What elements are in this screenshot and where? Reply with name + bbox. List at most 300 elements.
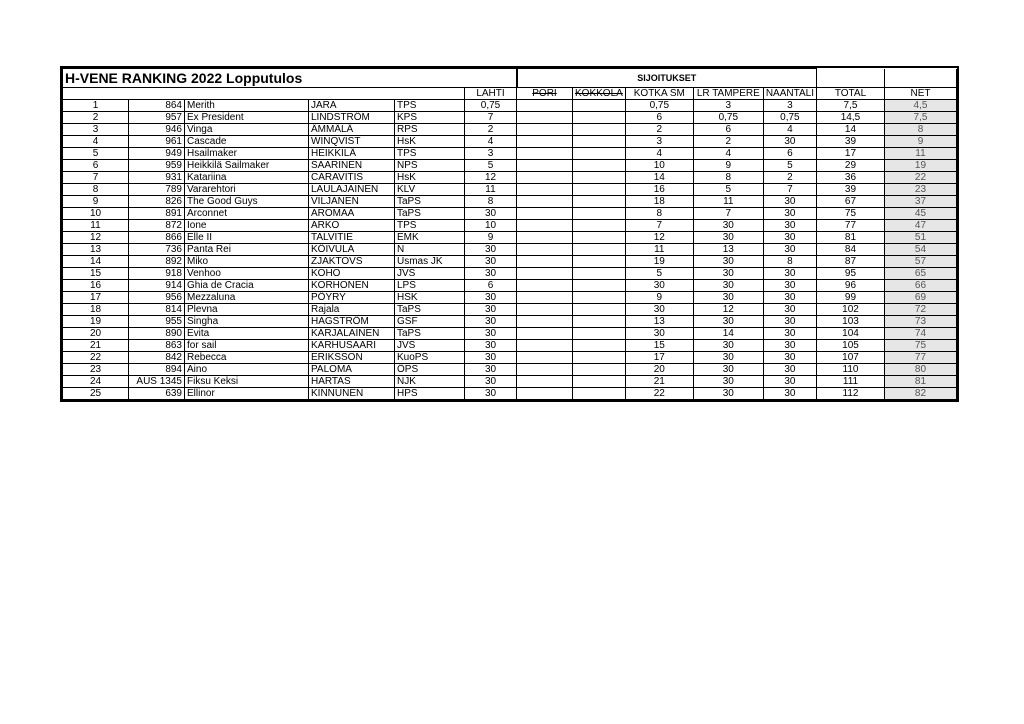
cell-net: 77 xyxy=(884,352,956,364)
cell-lahti: 8 xyxy=(465,196,517,208)
cell-net: 23 xyxy=(884,184,956,196)
cell-lahti: 30 xyxy=(465,340,517,352)
cell-pori xyxy=(517,184,573,196)
cell-kotka: 8 xyxy=(625,208,693,220)
cell-tampere: 30 xyxy=(693,364,763,376)
cell-kotka: 0,75 xyxy=(625,100,693,112)
cell-skipper: KOHO xyxy=(309,268,395,280)
cell-naantali: 0,75 xyxy=(763,112,816,124)
cell-pori xyxy=(517,136,573,148)
table-row xyxy=(63,172,957,184)
cell-tampere: 3 xyxy=(693,100,763,112)
cell-sail-number: 955 xyxy=(129,316,185,328)
cell-naantali: 6 xyxy=(763,148,816,160)
cell-sail-number: 789 xyxy=(129,184,185,196)
cell-naantali: 30 xyxy=(763,304,816,316)
cell-total: 67 xyxy=(816,196,884,208)
cell-naantali: 30 xyxy=(763,208,816,220)
cell-pori xyxy=(517,244,573,256)
cell-total: 14,5 xyxy=(816,112,884,124)
cell-skipper: PÖYRY xyxy=(309,292,395,304)
col-header-pori: PORI xyxy=(517,88,573,100)
cell-kokkola xyxy=(573,340,626,352)
cell-lahti: 30 xyxy=(465,268,517,280)
cell-total: 39 xyxy=(816,184,884,196)
cell-rank: 16 xyxy=(63,280,129,292)
cell-net: 54 xyxy=(884,244,956,256)
cell-pori xyxy=(517,364,573,376)
cell-sail-number: 863 xyxy=(129,340,185,352)
table-row xyxy=(63,124,957,136)
cell-lahti: 30 xyxy=(465,352,517,364)
cell-boat-name: Plevna xyxy=(185,304,309,316)
cell-pori xyxy=(517,340,573,352)
cell-net: 72 xyxy=(884,304,956,316)
cell-lahti: 30 xyxy=(465,328,517,340)
cell-kokkola xyxy=(573,172,626,184)
cell-skipper: ÄMMÄLÄ xyxy=(309,124,395,136)
table-row xyxy=(63,196,957,208)
cell-kotka: 30 xyxy=(625,280,693,292)
cell-club: TaPS xyxy=(395,196,465,208)
cell-kokkola xyxy=(573,220,626,232)
cell-kokkola xyxy=(573,328,626,340)
cell-lahti: 11 xyxy=(465,184,517,196)
cell-rank: 6 xyxy=(63,160,129,172)
cell-kokkola xyxy=(573,364,626,376)
table-row xyxy=(63,340,957,352)
cell-net: 66 xyxy=(884,280,956,292)
cell-club: TaPS xyxy=(395,328,465,340)
cell-tampere: 0,75 xyxy=(693,112,763,124)
table-row xyxy=(63,100,957,112)
cell-boat-name: Vararehtori xyxy=(185,184,309,196)
cell-boat-name: Katariina xyxy=(185,172,309,184)
cell-club: HsK xyxy=(395,136,465,148)
cell-skipper: ZJAKTOVS xyxy=(309,256,395,268)
cell-kokkola xyxy=(573,280,626,292)
cell-sail-number: 959 xyxy=(129,160,185,172)
cell-kotka: 19 xyxy=(625,256,693,268)
cell-net: 19 xyxy=(884,160,956,172)
cell-rank: 11 xyxy=(63,220,129,232)
cell-naantali: 30 xyxy=(763,292,816,304)
col-header-lahti: LAHTI xyxy=(465,88,517,100)
cell-naantali: 30 xyxy=(763,232,816,244)
cell-lahti: 30 xyxy=(465,376,517,388)
cell-skipper: LINDSTRÖM xyxy=(309,112,395,124)
cell-naantali: 30 xyxy=(763,340,816,352)
cell-boat-name: Ellinor xyxy=(185,388,309,400)
cell-rank: 14 xyxy=(63,256,129,268)
cell-kotka: 17 xyxy=(625,352,693,364)
cell-kokkola xyxy=(573,256,626,268)
cell-skipper: KORHONEN xyxy=(309,280,395,292)
cell-kokkola xyxy=(573,196,626,208)
cell-club: NPS xyxy=(395,160,465,172)
cell-skipper: HAGSTRÖM xyxy=(309,316,395,328)
cell-club: TPS xyxy=(395,100,465,112)
cell-lahti: 30 xyxy=(465,292,517,304)
cell-tampere: 30 xyxy=(693,232,763,244)
cell-total: 17 xyxy=(816,148,884,160)
cell-club: TPS xyxy=(395,148,465,160)
table-row xyxy=(63,388,957,400)
cell-club: GSF xyxy=(395,316,465,328)
cell-naantali: 30 xyxy=(763,268,816,280)
cell-boat-name: Arconnet xyxy=(185,208,309,220)
cell-club: JVS xyxy=(395,340,465,352)
cell-tampere: 11 xyxy=(693,196,763,208)
cell-lahti: 30 xyxy=(465,304,517,316)
table-row xyxy=(63,292,957,304)
cell-kokkola xyxy=(573,352,626,364)
cell-boat-name: Evita xyxy=(185,328,309,340)
table-row xyxy=(63,208,957,220)
cell-rank: 7 xyxy=(63,172,129,184)
cell-rank: 9 xyxy=(63,196,129,208)
total-header-spacer xyxy=(816,69,884,88)
cell-kotka: 21 xyxy=(625,376,693,388)
net-header-spacer xyxy=(884,69,956,88)
cell-net: 74 xyxy=(884,328,956,340)
table-row xyxy=(63,148,957,160)
table-row xyxy=(63,244,957,256)
cell-sail-number: 931 xyxy=(129,172,185,184)
cell-kotka: 20 xyxy=(625,364,693,376)
cell-net: 37 xyxy=(884,196,956,208)
cell-naantali: 8 xyxy=(763,256,816,268)
cell-sail-number: 639 xyxy=(129,388,185,400)
cell-total: 96 xyxy=(816,280,884,292)
cell-boat-name: Mezzaluna xyxy=(185,292,309,304)
cell-tampere: 30 xyxy=(693,292,763,304)
cell-boat-name: Singha xyxy=(185,316,309,328)
cell-sail-number: 890 xyxy=(129,328,185,340)
cell-kokkola xyxy=(573,244,626,256)
cell-kotka: 3 xyxy=(625,136,693,148)
cell-total: 99 xyxy=(816,292,884,304)
cell-net: 80 xyxy=(884,364,956,376)
cell-boat-name: Ex President xyxy=(185,112,309,124)
cell-sail-number: 891 xyxy=(129,208,185,220)
cell-lahti: 30 xyxy=(465,256,517,268)
cell-kotka: 22 xyxy=(625,388,693,400)
cell-net: 82 xyxy=(884,388,956,400)
cell-rank: 2 xyxy=(63,112,129,124)
cell-net: 57 xyxy=(884,256,956,268)
cell-sail-number: 864 xyxy=(129,100,185,112)
cell-naantali: 30 xyxy=(763,316,816,328)
cell-net: 9 xyxy=(884,136,956,148)
cell-rank: 24 xyxy=(63,376,129,388)
table-row xyxy=(63,232,957,244)
cell-boat-name: Cascade xyxy=(185,136,309,148)
table-row xyxy=(63,304,957,316)
cell-total: 104 xyxy=(816,328,884,340)
cell-rank: 15 xyxy=(63,268,129,280)
cell-pori xyxy=(517,316,573,328)
cell-pori xyxy=(517,328,573,340)
cell-boat-name: Aino xyxy=(185,364,309,376)
cell-pori xyxy=(517,112,573,124)
table-row xyxy=(63,160,957,172)
cell-club: JVS xyxy=(395,268,465,280)
cell-pori xyxy=(517,208,573,220)
cell-sail-number: 914 xyxy=(129,280,185,292)
cell-sail-number: 949 xyxy=(129,148,185,160)
header-spacer xyxy=(63,88,465,100)
cell-lahti: 7 xyxy=(465,112,517,124)
cell-total: 102 xyxy=(816,304,884,316)
cell-sail-number: 946 xyxy=(129,124,185,136)
title-row xyxy=(63,69,957,88)
cell-kotka: 6 xyxy=(625,112,693,124)
cell-kotka: 11 xyxy=(625,244,693,256)
cell-sail-number: 918 xyxy=(129,268,185,280)
cell-net: 75 xyxy=(884,340,956,352)
cell-skipper: CARAVITIS xyxy=(309,172,395,184)
cell-rank: 20 xyxy=(63,328,129,340)
cell-club: LPS xyxy=(395,280,465,292)
cell-skipper: TALVITIE xyxy=(309,232,395,244)
cell-skipper: JARA xyxy=(309,100,395,112)
cell-total: 36 xyxy=(816,172,884,184)
cell-total: 81 xyxy=(816,232,884,244)
cell-net: 47 xyxy=(884,220,956,232)
table-row xyxy=(63,316,957,328)
cell-lahti: 30 xyxy=(465,316,517,328)
cell-tampere: 5 xyxy=(693,184,763,196)
cell-pori xyxy=(517,376,573,388)
cell-sail-number: 957 xyxy=(129,112,185,124)
cell-skipper: KINNUNEN xyxy=(309,388,395,400)
cell-lahti: 4 xyxy=(465,136,517,148)
cell-boat-name: Vinga xyxy=(185,124,309,136)
cell-kotka: 9 xyxy=(625,292,693,304)
cell-kokkola xyxy=(573,316,626,328)
table-row xyxy=(63,136,957,148)
cell-naantali: 3 xyxy=(763,100,816,112)
cell-boat-name: Rebecca xyxy=(185,352,309,364)
cell-naantali: 30 xyxy=(763,244,816,256)
table-row xyxy=(63,328,957,340)
cell-skipper: PALOMA xyxy=(309,364,395,376)
cell-naantali: 4 xyxy=(763,124,816,136)
cell-sail-number: 866 xyxy=(129,232,185,244)
cell-skipper: KARJALAINEN xyxy=(309,328,395,340)
cell-boat-name: for sail xyxy=(185,340,309,352)
cell-sail-number: 814 xyxy=(129,304,185,316)
cell-skipper: VILJANEN xyxy=(309,196,395,208)
cell-kokkola xyxy=(573,268,626,280)
col-header-total: TOTAL xyxy=(816,88,884,100)
cell-total: 84 xyxy=(816,244,884,256)
cell-lahti: 2 xyxy=(465,124,517,136)
cell-lahti: 5 xyxy=(465,160,517,172)
cell-total: 112 xyxy=(816,388,884,400)
cell-club: KLV xyxy=(395,184,465,196)
cell-tampere: 13 xyxy=(693,244,763,256)
column-header-row xyxy=(63,88,957,100)
col-header-net: NET xyxy=(884,88,956,100)
cell-lahti: 3 xyxy=(465,148,517,160)
cell-boat-name: Hsailmaker xyxy=(185,148,309,160)
cell-lahti: 30 xyxy=(465,208,517,220)
cell-tampere: 4 xyxy=(693,148,763,160)
cell-club: Usmas JK xyxy=(395,256,465,268)
cell-naantali: 30 xyxy=(763,364,816,376)
table-row xyxy=(63,256,957,268)
cell-rank: 3 xyxy=(63,124,129,136)
cell-boat-name: Venhoo xyxy=(185,268,309,280)
cell-lahti: 0,75 xyxy=(465,100,517,112)
cell-kotka: 30 xyxy=(625,304,693,316)
cell-rank: 12 xyxy=(63,232,129,244)
cell-skipper: SAARINEN xyxy=(309,160,395,172)
cell-skipper: ARKO xyxy=(309,220,395,232)
cell-skipper: HEIKKILÄ xyxy=(309,148,395,160)
cell-tampere: 30 xyxy=(693,376,763,388)
cell-pori xyxy=(517,268,573,280)
cell-tampere: 2 xyxy=(693,136,763,148)
ranking-sheet xyxy=(60,66,959,402)
cell-skipper: KÖIVULA xyxy=(309,244,395,256)
cell-boat-name: Ghia de Cracia xyxy=(185,280,309,292)
cell-kotka: 7 xyxy=(625,220,693,232)
cell-kokkola xyxy=(573,100,626,112)
cell-lahti: 30 xyxy=(465,388,517,400)
cell-kotka: 12 xyxy=(625,232,693,244)
cell-kokkola xyxy=(573,232,626,244)
cell-naantali: 7 xyxy=(763,184,816,196)
cell-net: 4,5 xyxy=(884,100,956,112)
cell-naantali: 30 xyxy=(763,388,816,400)
cell-total: 105 xyxy=(816,340,884,352)
cell-pori xyxy=(517,172,573,184)
cell-boat-name: The Good Guys xyxy=(185,196,309,208)
cell-boat-name: Ione xyxy=(185,220,309,232)
cell-tampere: 30 xyxy=(693,268,763,280)
cell-kokkola xyxy=(573,124,626,136)
cell-naantali: 30 xyxy=(763,196,816,208)
cell-rank: 18 xyxy=(63,304,129,316)
cell-rank: 23 xyxy=(63,364,129,376)
cell-kotka: 16 xyxy=(625,184,693,196)
cell-kokkola xyxy=(573,136,626,148)
cell-club: EMK xyxy=(395,232,465,244)
cell-skipper: ERIKSSON xyxy=(309,352,395,364)
cell-naantali: 30 xyxy=(763,136,816,148)
cell-kotka: 13 xyxy=(625,316,693,328)
cell-rank: 25 xyxy=(63,388,129,400)
cell-kotka: 15 xyxy=(625,340,693,352)
cell-pori xyxy=(517,352,573,364)
cell-kotka: 5 xyxy=(625,268,693,280)
cell-skipper: AROMAA xyxy=(309,208,395,220)
group-header-sijoitukset: SIJOITUKSET xyxy=(517,69,817,88)
cell-tampere: 7 xyxy=(693,208,763,220)
cell-club: NJK xyxy=(395,376,465,388)
cell-naantali: 30 xyxy=(763,328,816,340)
cell-pori xyxy=(517,232,573,244)
cell-rank: 19 xyxy=(63,316,129,328)
cell-boat-name: Panta Rei xyxy=(185,244,309,256)
cell-naantali: 30 xyxy=(763,280,816,292)
cell-naantali: 30 xyxy=(763,352,816,364)
table-row xyxy=(63,364,957,376)
cell-sail-number: 892 xyxy=(129,256,185,268)
cell-sail-number: 736 xyxy=(129,244,185,256)
ranking-table xyxy=(62,68,957,400)
cell-lahti: 30 xyxy=(465,364,517,376)
cell-kokkola xyxy=(573,112,626,124)
cell-kokkola xyxy=(573,292,626,304)
cell-kokkola xyxy=(573,376,626,388)
cell-club: TPS xyxy=(395,220,465,232)
cell-tampere: 6 xyxy=(693,124,763,136)
cell-sail-number: 842 xyxy=(129,352,185,364)
cell-rank: 22 xyxy=(63,352,129,364)
cell-rank: 17 xyxy=(63,292,129,304)
cell-net: 65 xyxy=(884,268,956,280)
cell-pori xyxy=(517,124,573,136)
cell-lahti: 9 xyxy=(465,232,517,244)
cell-pori xyxy=(517,292,573,304)
cell-pori xyxy=(517,148,573,160)
cell-pori xyxy=(517,304,573,316)
cell-net: 11 xyxy=(884,148,956,160)
cell-rank: 1 xyxy=(63,100,129,112)
cell-tampere: 30 xyxy=(693,220,763,232)
cell-rank: 4 xyxy=(63,136,129,148)
cell-rank: 13 xyxy=(63,244,129,256)
cell-tampere: 30 xyxy=(693,280,763,292)
cell-tampere: 30 xyxy=(693,340,763,352)
cell-total: 95 xyxy=(816,268,884,280)
cell-total: 107 xyxy=(816,352,884,364)
cell-sail-number: 826 xyxy=(129,196,185,208)
cell-kokkola xyxy=(573,184,626,196)
cell-total: 87 xyxy=(816,256,884,268)
cell-sail-number: 894 xyxy=(129,364,185,376)
cell-net: 51 xyxy=(884,232,956,244)
cell-pori xyxy=(517,256,573,268)
cell-net: 81 xyxy=(884,376,956,388)
cell-net: 73 xyxy=(884,316,956,328)
cell-net: 22 xyxy=(884,172,956,184)
cell-lahti: 10 xyxy=(465,220,517,232)
cell-club: N xyxy=(395,244,465,256)
cell-kotka: 14 xyxy=(625,172,693,184)
cell-skipper: WINQVIST xyxy=(309,136,395,148)
cell-boat-name: Fiksu Keksi xyxy=(185,376,309,388)
table-row xyxy=(63,352,957,364)
cell-kotka: 2 xyxy=(625,124,693,136)
cell-tampere: 30 xyxy=(693,352,763,364)
cell-skipper: Rajala xyxy=(309,304,395,316)
cell-total: 77 xyxy=(816,220,884,232)
cell-pori xyxy=(517,196,573,208)
table-row xyxy=(63,184,957,196)
cell-net: 69 xyxy=(884,292,956,304)
cell-naantali: 5 xyxy=(763,160,816,172)
cell-kotka: 30 xyxy=(625,328,693,340)
cell-total: 111 xyxy=(816,376,884,388)
cell-kokkola xyxy=(573,304,626,316)
cell-total: 110 xyxy=(816,364,884,376)
cell-club: HSK xyxy=(395,292,465,304)
